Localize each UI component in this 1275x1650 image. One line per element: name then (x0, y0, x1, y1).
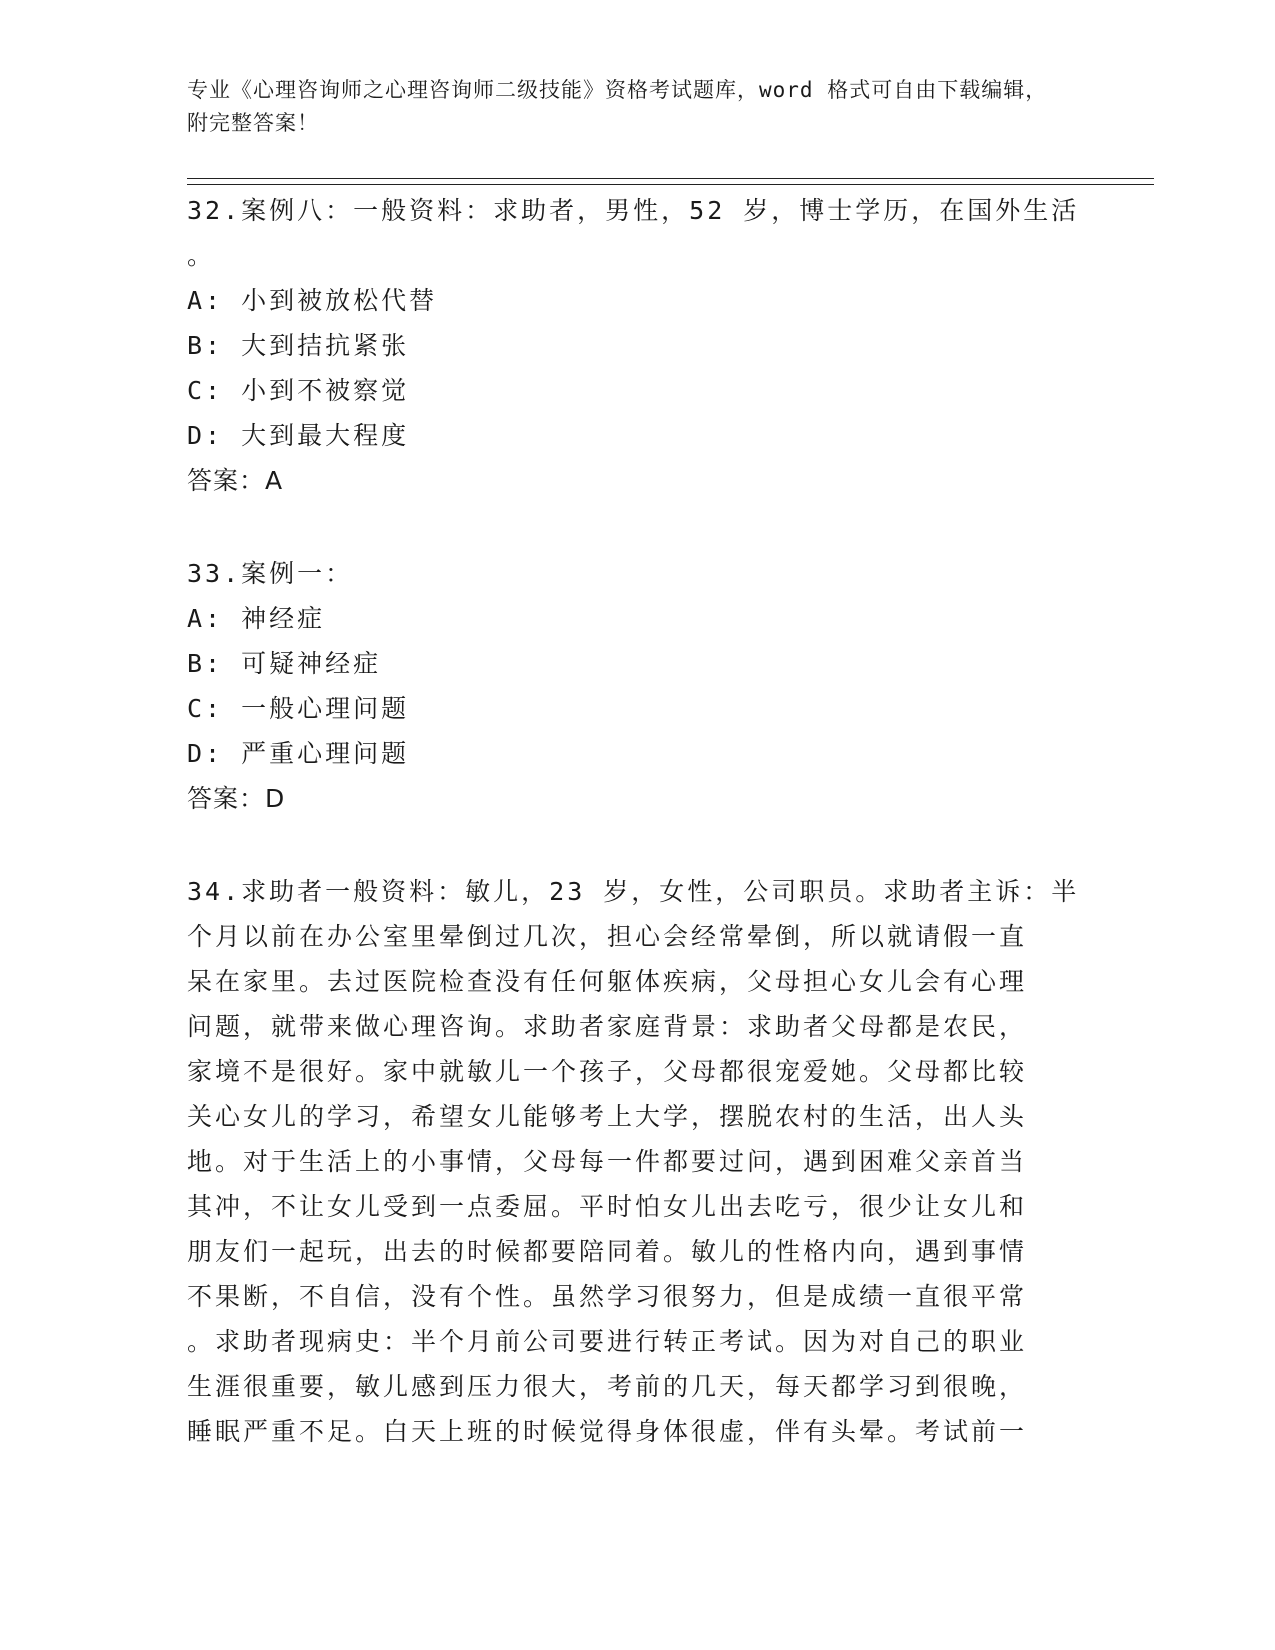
question-stem-line: 问题，就带来做心理咨询。求助者家庭背景：求助者父母都是农民， (187, 1012, 1028, 1041)
answer-label: 答案：A (187, 466, 284, 495)
question-stem-line: 个月以前在办公室里晕倒过几次，担心会经常晕倒，所以就请假一直 (187, 922, 1028, 951)
question-stem: 33.案例一： (187, 559, 354, 588)
answer-label: 答案：D (187, 784, 286, 813)
option-a: A: 小到被放松代替 (187, 286, 438, 315)
question-stem-line: 。求助者现病史：半个月前公司要进行转正考试。因为对自己的职业 (187, 1327, 1028, 1356)
option-c: C: 一般心理问题 (187, 694, 410, 723)
option-c: C: 小到不被察觉 (187, 376, 410, 405)
question-33 (187, 551, 1087, 821)
question-stem-line: 呆在家里。去过医院检查没有任何躯体疾病，父母担心女儿会有心理 (187, 967, 1028, 996)
question-stem: 32.案例八：一般资料：求助者，男性，52 岁，博士学历，在国外生活 (187, 196, 1080, 225)
option-d: D: 大到最大程度 (187, 421, 410, 450)
question-stem-line: 家境不是很好。家中就敏儿一个孩子，父母都很宠爱她。父母都比较 (187, 1057, 1028, 1086)
option-d: D: 严重心理问题 (187, 739, 410, 768)
question-stem-line: 睡眠严重不足。白天上班的时候觉得身体很虚，伴有头晕。考试前一 (187, 1417, 1028, 1446)
question-stem-line: 其冲，不让女儿受到一点委屈。平时怕女儿出去吃亏，很少让女儿和 (187, 1192, 1028, 1221)
question-stem-line: 地。对于生活上的小事情，父母每一件都要过问，遇到困难父亲首当 (187, 1147, 1028, 1176)
question-stem-line: 朋友们一起玩，出去的时候都要陪同着。敏儿的性格内向，遇到事情 (187, 1237, 1028, 1266)
option-b: B: 可疑神经症 (187, 649, 382, 678)
question-32 (187, 188, 1087, 503)
document-header (187, 74, 1067, 140)
header-divider-bottom (187, 184, 1154, 185)
option-b: B: 大到拮抗紧张 (187, 331, 410, 360)
question-stem-line: 关心女儿的学习，希望女儿能够考上大学，摆脱农村的生活，出人头 (187, 1102, 1028, 1131)
option-a: A: 神经症 (187, 604, 326, 633)
header-intro-text: 专业《心理咨询师之心理咨询师二级技能》资格考试题库，word 格式可自由下载编辑，附完整答案！ (187, 78, 1048, 135)
question-stem-line: 不果断，不自信，没有个性。虽然学习很努力，但是成绩一直很平常 (187, 1282, 1028, 1311)
question-34 (187, 869, 1087, 1454)
question-stem-continuation: 。 (187, 241, 216, 270)
question-stem-line: 生涯很重要，敏儿感到压力很大，考前的几天，每天都学习到很晚， (187, 1372, 1028, 1401)
question-stem-line: 34.求助者一般资料：敏儿，23 岁，女性，公司职员。求助者主诉：半 (187, 877, 1080, 906)
header-divider-top (187, 178, 1154, 179)
